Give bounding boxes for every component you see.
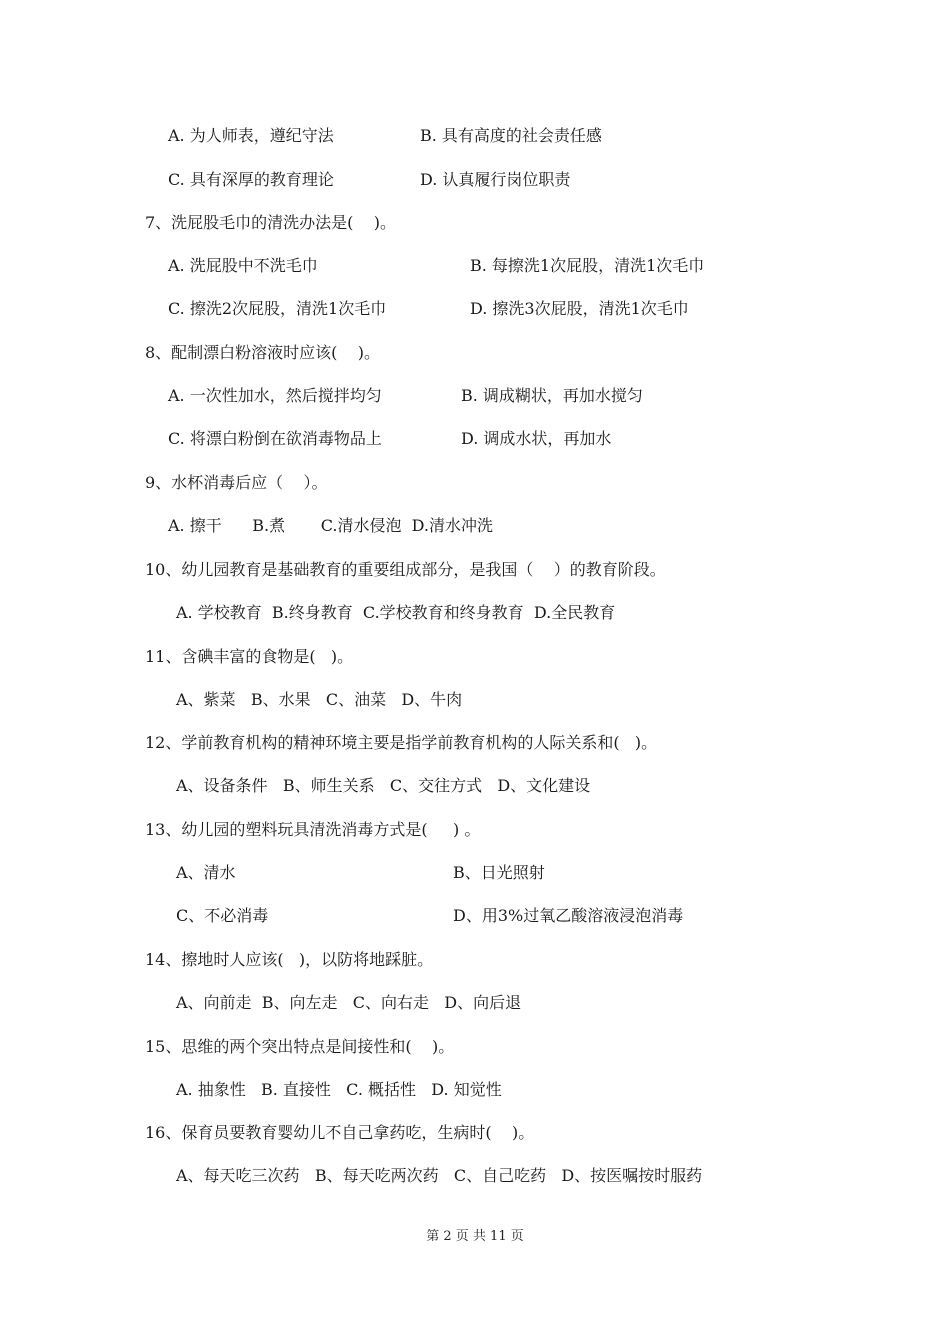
q8-option-b: B. 调成糊状，再加水搅匀 <box>461 386 643 405</box>
q8-stem: 8、配制漂白粉溶液时应该( )。 <box>145 343 381 362</box>
q11-stem: 11、含碘丰富的食物是( )。 <box>145 647 354 666</box>
q16-options: A、每天吃三次药 B、每天吃两次药 C、自己吃药 D、按医嘱按时服药 <box>176 1166 703 1185</box>
q13-option-b: B、日光照射 <box>453 863 545 882</box>
q16-stem: 16、保育员要教育婴幼儿不自己拿药吃，生病时( )。 <box>145 1123 535 1142</box>
q12-options: A、设备条件 B、师生关系 C、交往方式 D、文化建设 <box>176 776 591 795</box>
q13-option-c: C、不必消毒 <box>176 906 269 925</box>
q11-options: A、紫菜 B、水果 C、油菜 D、牛肉 <box>176 690 463 709</box>
q7-option-b: B. 每擦洗1次屁股，清洗1次毛巾 <box>470 256 705 275</box>
q13-option-a: A、清水 <box>176 863 236 882</box>
page-number-footer: 第 2 页 共 11 页 <box>426 1229 524 1244</box>
q7-stem: 7、洗屁股毛巾的清洗办法是( )。 <box>145 213 397 232</box>
q14-options: A、向前走 B、向左走 C、向右走 D、向后退 <box>176 993 522 1012</box>
q13-stem: 13、幼儿园的塑料玩具清洗消毒方式是( ) 。 <box>145 820 481 839</box>
q13-option-d: D、用3%过氧乙酸溶液浸泡消毒 <box>453 906 684 925</box>
q6-option-c: C. 具有深厚的教育理论 <box>168 170 334 189</box>
q6-option-d: D. 认真履行岗位职责 <box>420 170 571 189</box>
q8-option-d: D. 调成水状，再加水 <box>461 429 612 448</box>
q15-stem: 15、思维的两个突出特点是间接性和( )。 <box>145 1037 455 1056</box>
q10-options: A. 学校教育 B.终身教育 C.学校教育和终身教育 D.全民教育 <box>176 603 616 622</box>
q8-option-c: C. 将漂白粉倒在欲消毒物品上 <box>168 429 382 448</box>
q7-option-c: C. 擦洗2次屁股，清洗1次毛巾 <box>168 299 387 318</box>
q12-stem: 12、学前教育机构的精神环境主要是指学前教育机构的人际关系和( )。 <box>145 733 658 752</box>
q9-options: A. 擦干 B.煮 C.清水侵泡 D.清水冲洗 <box>168 516 493 535</box>
q8-option-a: A. 一次性加水，然后搅拌均匀 <box>168 386 382 405</box>
q14-stem: 14、擦地时人应该( )，以防将地踩脏。 <box>145 950 434 969</box>
q7-option-d: D. 擦洗3次屁股，清洗1次毛巾 <box>470 299 689 318</box>
q7-option-a: A. 洗屁股中不洗毛巾 <box>168 256 318 275</box>
q6-option-b: B. 具有高度的社会责任感 <box>420 126 602 145</box>
q10-stem: 10、幼儿园教育是基础教育的重要组成部分，是我国（ ）的教育阶段。 <box>145 560 666 579</box>
q15-options: A. 抽象性 B. 直接性 C. 概括性 D. 知觉性 <box>176 1080 502 1099</box>
q9-stem: 9、水杯消毒后应（ ）。 <box>145 473 328 492</box>
q6-option-a: A. 为人师表，遵纪守法 <box>168 126 334 145</box>
